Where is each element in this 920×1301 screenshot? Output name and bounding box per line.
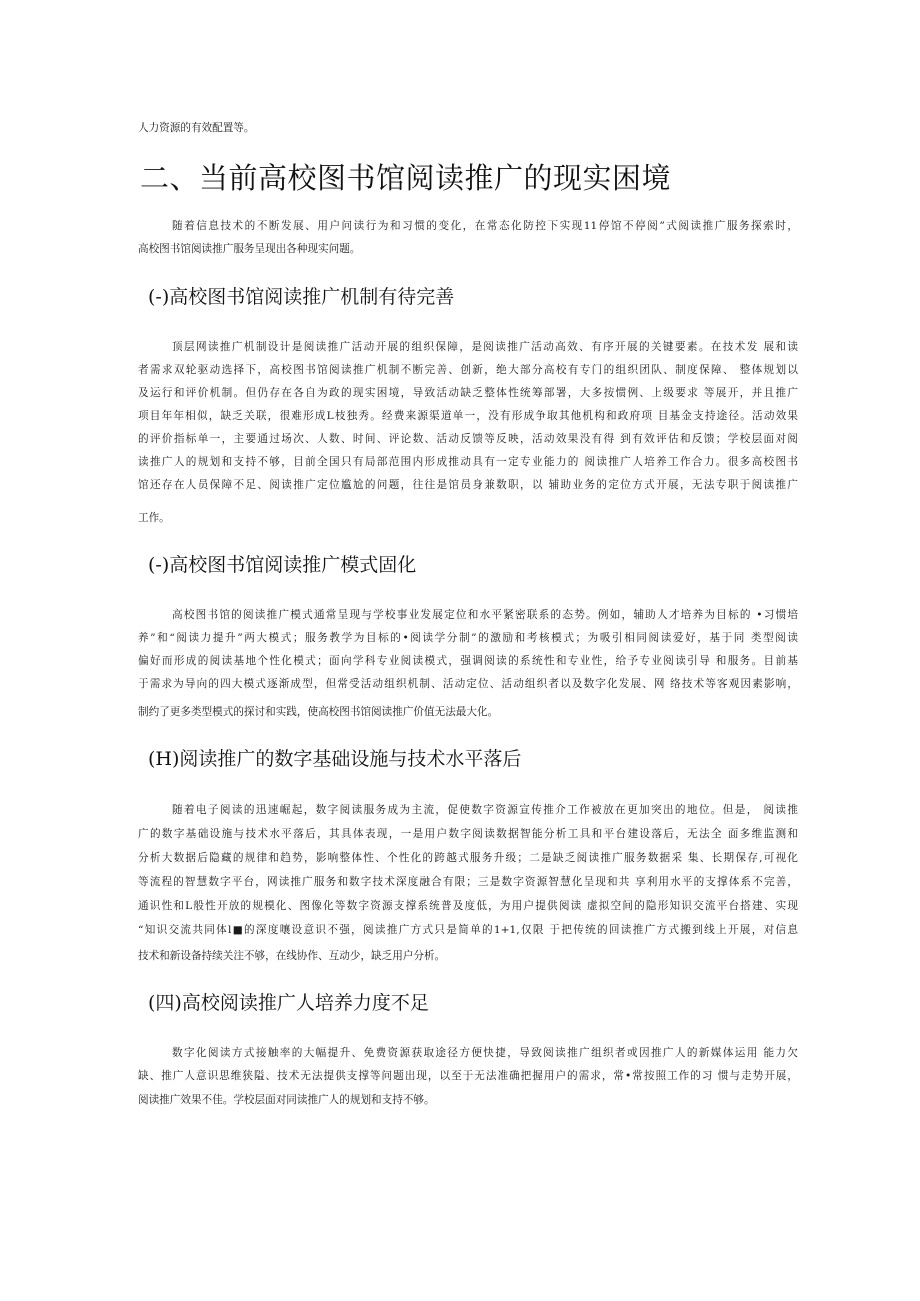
paragraph-line: 缺、推广人意识思维狭隘、技术无法提供支撑等问题出现，以至于无法准确把握用户的需求，常•常按照工作的习 惯与走势开展， <box>138 1070 798 1082</box>
paragraph-line: 偏好而形成的阅读基地个性化模式；面向学科专业阅读模式，强调阅读的系统性和专业性，给予专业阅读引导 和服务。目前基 <box>138 655 798 667</box>
paragraph-line: 读推广人的规划和支持不够，目前全国只有局部范围内形成推动具有一定专业能力的 阅读推广人培养工作合力。很多高校图书 <box>138 456 798 468</box>
paragraph-line: 数字化阅读方式接触率的大幅提升、免费资源获取途径方便快捷，导致阅读推广组织者或因推广人的新媒体运用 能力欠 <box>172 1047 798 1059</box>
paragraph-line: 于需求为导向的四大模式逐渐成型，但常受活动组织机制、活动定位、活动组织者以及数字化发展、网 络技术等客观因素影响， <box>138 678 798 690</box>
intro-line: 人力资源的有效配置等。 <box>138 122 255 134</box>
paragraph-line: 通识性和L般性开放的规模化、图像化等数字资源支撑系统普及度低，为用户提供阅读 虚拟空间的隐形知识交流平台搭建、实现 <box>138 900 798 912</box>
paragraph-line: 及运行和评价机制。但仍存在各自为政的现实困境，导致活动缺乏整体性统筹部署，大多按惯例、上级要求 等展开，并且推广 <box>138 387 798 399</box>
paragraph-line: 技术和新设备持续关注不够，在线协作、互动少，缺乏用户分析。 <box>138 950 446 962</box>
subsection-title: (H)阅读推广的数字基础设施与技术水平落后 <box>148 748 522 770</box>
paragraph-line: 阅读推广效果不佳。学校层面对同读推广人的规划和支持不够。 <box>138 1094 435 1106</box>
paragraph-line: 制约了更多类型模式的探讨和实践，使高校图书馆阅读推广价值无法最大化。 <box>138 706 499 718</box>
paragraph-line: “知识交流共同体l■的深度嚷设意识不强，阅读推广方式只是简单的1+1,仅限 于把传统的回读推广方式搬到线上开展，对信息 <box>138 924 798 936</box>
paragraph-line: 随着电子阅读的迅速崛起，数字阅读服务成为主流，促使数字资源宣传推介工作被放在更加突出的地位。但是， 阅读推 <box>172 804 798 816</box>
section-title: 二、当前高校图书馆阅读推广的现实困境 <box>140 161 672 195</box>
subsection-title: (-)高校图书馆阅读推广模式固化 <box>148 554 417 576</box>
paragraph-line: 高校图书馆阅读推广服务呈现出各种现实问题。 <box>138 243 361 255</box>
paragraph-line: 馆还存在人员保障不足、阅读推广定位尴尬的问题，往往是馆员身兼数职，以 辅助业务的定位方式开展，无法专职于阅读推广 <box>138 479 798 491</box>
paragraph-line: 广的数字基础设施与技术水平落后，其具体表现，一是用户数字阅读数据智能分析工具和平台建设落后，无法全 面多维监测和 <box>138 828 798 840</box>
paragraph-line: 分析大数据后隐藏的规律和趋势，影响整体性、个性化的跨越式服务升级；二是缺乏阅读推广服务数据采 集、长期保存,可视化 <box>138 852 798 864</box>
paragraph-line: 顶层网读推广机制设计是阅读推广活动开展的组织保障，是阅读推广活动高效、有序开展的关键要素。在技术发 展和读 <box>172 341 798 353</box>
paragraph-line: 高校图书馆的阅读推广模式通常呈现与学校事业发展定位和水平紧密联系的态势。例如，辅助人才培养为目标的 •习惯培 <box>172 609 798 621</box>
paragraph-line: 养”和“阅读力提升”两大模式；服务教学为目标的•阅读学分制”的激励和考核模式；为吸引相同阅读爱好，基于同 类型阅读 <box>138 632 798 644</box>
paragraph-line: 随着信息技术的不断发展、用户问读行为和习惯的变化，在常态化防控下实现11停馆不停阅”式阅读推广服务探索时， <box>172 220 798 232</box>
paragraph-line: 项目年年相似，缺乏关联，很难形成L枝独秀。经费来源渠道单一，没有形成争取其他机构和政府项 目基金支持途径。活动效果 <box>138 410 798 422</box>
subsection-title: (四)高校阅读推广人培养力度不足 <box>148 992 429 1014</box>
subsection-title: (-)高校图书馆阅读推广机制有待完善 <box>148 286 455 308</box>
paragraph-line: 等流程的智慧数字平台，网读推广服务和数字技术深度融合有限；三是数字资源智慧化呈现和共 享利用水平的支撑体系不完善， <box>138 876 798 888</box>
paragraph-line: 的评价指标单一，主要通过场次、人数、时间、评论数、活动反馈等反映，活动效果没有得 到有效评估和反馈；学校层面对阅 <box>138 433 798 445</box>
paragraph-line: 者需求双轮驱动选择下，高校图书馆阅读推广机制不断完善、创新，绝大部分高校有专门的组织团队、制度保障、 整体规划以 <box>138 364 798 376</box>
paragraph-line: 工作。 <box>138 512 170 524</box>
